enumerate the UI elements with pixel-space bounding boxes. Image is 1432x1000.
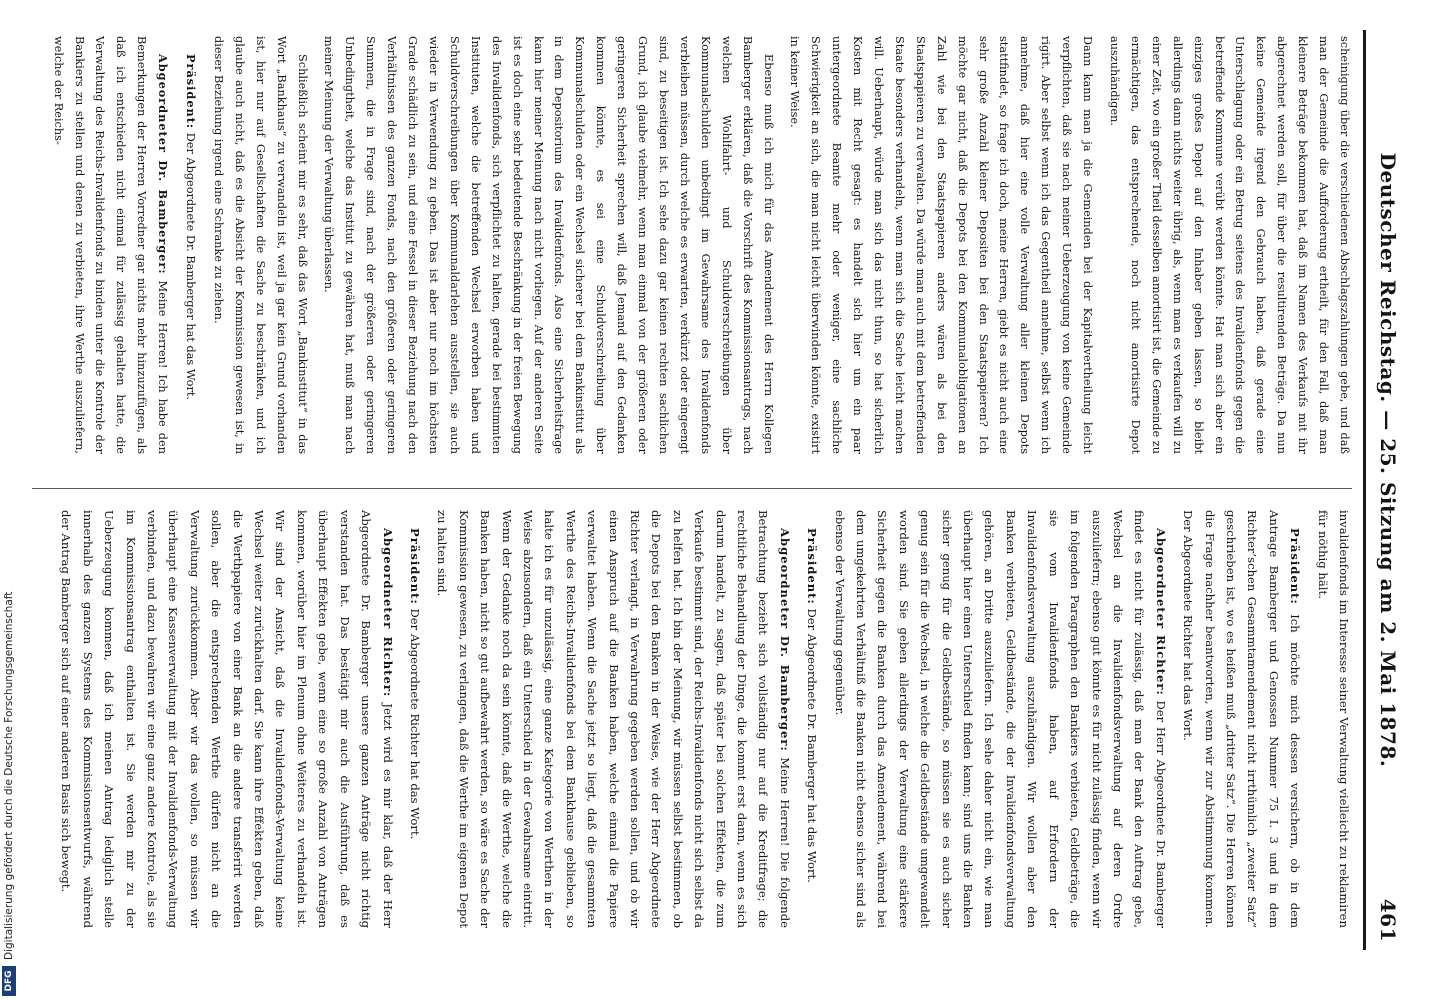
- speech-paragraph: [47, 36, 173, 454]
- left-column: [41, 36, 1354, 454]
- body-paragraph: Schließlich scheint mir es sehr, daß das Wort „Bankinstitut“ in das Wort „Bankhaus“ zu verwandeln ist, weil ja gar kein Grund vorhanden ist, hier nur auf Gesellschaften die Sache zu beschränken, und ich glaube auch nicht, daß es die Absicht der Kommission gewesen ist, in dieser Beziehung irgend eine Schranke zu ziehen.: [211, 36, 309, 454]
- speech-text: Der Abgeordnete Dr. Bamberger hat das Wort.: [805, 608, 820, 883]
- speech-paragraph: [179, 36, 201, 454]
- body-paragraph: Dann kann man ja die Gemeinden bei der Kapitalvertheilung leicht verpflichten, daß sie nach meiner Ueberzeugung von keine Gemeinde rigirt. Aber selbst wenn ich das Gegentheil annehme, selbst wenn ich annehme, daß hier eine volle Verwaltung aller kleinen Depots stattfindet, so frage ich doch, meine Herren, giebt es nicht auch eine sehr große Anzahl kleiner Depositen bei den Staatspapieren? Ich möchte gar nicht, daß die Depots bei den Kommunalobligationen an Zahl wie bei den Staatspapieren anders wären als bei den Staatspapieren zu verwalten. Da würde man auch mit dem betreffenden Staate besonders verhandeln, wenn man sich die Sache leicht machen will. Ueberhaupt, würde man sich das nicht thun, so hat sicherlich Kosten mit Recht gesagt: es handelt sich hier um ein paar untergeordnete Beamte mehr oder weniger, eine sachliche Schwierigkeit an sich, die man nicht leicht überwinden könnte, existirt in keiner Weise.: [788, 36, 1095, 454]
- digitization-credit: [2, 0, 16, 1000]
- speech-text: Ich möchte mich dessen versichern, ob in dem Antrage Bamberger und Genossen Nummer 75 I. 3 und in dem Richter’schen Gesammtamendement nicht irrthümlich „zweiter Satz“ geschrieben ist, wo es heißen muß „dritter Satz“. Die Herren können die Frage nachher beantworten, wenn wir zur Abstimmung kommen. Der Abgeordnete Richter hat das Wort.: [1181, 510, 1303, 929]
- speaker-name: Präsident:: [805, 528, 820, 605]
- speech-paragraph: [1177, 510, 1305, 928]
- speaker-name: Präsident:: [1288, 528, 1303, 605]
- page-number: 461: [1376, 898, 1400, 942]
- header-rule: [1363, 30, 1366, 950]
- speaker-name: Präsident:: [184, 54, 199, 130]
- speech-text: Der Herr Abgeordnete Dr. Bamberger findet es nicht für zulässig, daß man der Bank den Auftrag gebe, Wechsel an die Invalidenfondsverwaltung auf deren Ordre auszuliefern; ebenso gut könnte es für nicht zulässig finden, wenn wir im folgenden Paragraphen den Bankiers verbieten, Geldbeträge, die sie vom Invalidenfonds haben, auf Erfordern der Invalidenfondsverwaltung auszuhändigen. Wir wollen aber den Banken verbieten, Geldbestände, die der Invalidenfondsverwaltung gehören, an Dritte auszuliefern. Ich sehe daher nicht ein, wie man überhaupt hier einen Unterschied finden kann; sind uns die Banken sicher genug für die Geldbestände, so müssen sie es auch sicher genug sein für die Wechsel, in welche die Geldbestände umgewandelt worden sind. Sie geben allerdings der Verwaltung eine stärkere Sicherheit gegen die Banken durch das Amendement, während bei dem umgekehrten Verhältniß die Banken nicht ebenso sicher sind als ebenso der Verwaltung gegenüber.: [832, 510, 1168, 928]
- body-paragraph: invalidenfonds im Interesse seiner Verwaltung vielleicht zu reklamiren für nöthig hält.: [1315, 510, 1351, 928]
- body-paragraph: Ebenso muß ich mich für das Amendement des Herrn Kollegen Bamberger erklären, daß die Vorschrift des Kommissionsantrags, nach welchen Wohlfahrt- und Schuldverschreibungen über Kommunalschulden unbedingt im Gewahrsame des Invalidenfonds verbleiben müssen, durch welche es erwarten, verkürzt oder eingeengt sind, zu beseitigen ist. Ich sehe dazu gar keinen rechten sachlichen Grund, ich glaube vielmehr, wenn man einmal von der größeren oder geringeren Sicherheit sprechen will, daß Jemand auf den Gedanken kommen könnte, es sei eine Schuldverschreibung über Kommunalschulden oder ein Wechsel sicherer bei dem Bankinstitut als in dem Depositorium des Invalidenfonds. Also eine Sicherheitsfrage kann hier meiner Meinung nach nicht vorliegen. Auf der anderen Seite ist es doch eine sehr bedeutende Beschränkung in der freien Bewegung des Invalidenfonds, sich verpflichtet zu halten, gerade bei bestimmten Instituten, welche die betreffenden Wechsel erworben haben und Schuldverschreibungen über Kommunaldarlehen ausstellen, sie auch wieder in Verwendung zu geben. Das ist aber nur noch im höchsten Grade schädlich zu sein, und eine Fessel in dieser Beziehung nach den Verhältnissen des ganzen Fonds, nach den größeren oder geringeren Summen, die in Frage sind, nach der größeren oder geringeren Unbedingtheit, welche das Institut zu gewähren hat, muß man nach meiner Meinung der Verwaltung überlassen.: [322, 36, 775, 454]
- speech-paragraph: [55, 510, 398, 928]
- speech-paragraph: [404, 510, 425, 928]
- running-header: [1376, 38, 1406, 942]
- speech-paragraph: [828, 510, 1171, 928]
- speaker-name: Abgeordneter Richter:: [1153, 528, 1168, 696]
- header-title: Deutscher Reichstag. — 25. Sitzung am 2. Mai 1878.: [1376, 152, 1400, 768]
- right-column: [49, 510, 1354, 928]
- speaker-name: Präsident:: [407, 528, 422, 605]
- body-paragraph: scheinigung über die verschiedenen Abschlagszahlungen gebe, und daß man der Gemeinde die Aufforderung ertheilt, für den Fall, daß man kleinere Beträge bekommen hat, daß im Namen des Verkaufs mit ihr abgerechnet werden soll, für über die resultirenden Beträge. Da nun keine Gemeinde irgend den Gebrauch haben, daß gerade eine Unterschlagung oder ein Betrug seitens des Invalidenfonds gegen die betreffende Kommune verübt werden könnte. Hat man sich aber ein einziges großes Depot auf den Inhaber geben lassen, so bleibt allerdings dann nichts weiter übrig, als, wenn man es verkaufen will zu einer Zeit, wo ein großer Theil desselben amortisirt ist, die Gemeinde zu ermächtigen, das entsprechende, noch nicht amortisirte Depot auszuhändigen.: [1108, 36, 1351, 454]
- speaker-name: Abgeordneter Richter:: [380, 528, 395, 698]
- speaker-name: Abgeordneter Dr. Bamberger:: [777, 528, 792, 752]
- speech-text: Meine Herren! Ich habe den Bemerkungen der Herren Vorredner gar nichts mehr hinzuzufügen, als daß ich entschieden nicht einmal für zulässig gehalten hatte, die Verwaltung des Reichs-Invalidenfonds zu binden unter die Kontrole der Bankiers zu stellen und denen zu verbieten, ihre Werthe auszuliefern, welche der Reichs-: [51, 36, 170, 454]
- speech-text: Meine Herren! Die folgende Betrachtung bezieht sich vollständig nur auf die Kreditfrage; die rechtliche Behandlung der Dinge, die kommt erst dann, wenn es sich darum handelt, zu sagen, daß später bei solchen Effekten, die zum Verkaufe bestimmt sind, der Reichs-Invalidenfonds nicht sich selbst da zu helfen hat. Ich bin der Meinung, wir müssen selbst bestimmen, ob die Depots bei den Banken in der Weise, wie der Herr Abgeordnete Richter verlangt, in Verwahrung gegeben werden sollen, und ob wir einen Anspruch auf die Banken haben, welche einmal die Papiere verwaltet haben. Wenn die Sache jetzt so liegt, daß die gesammten Werthe des Reichs-Invalidenfonds bei dem Bankhause geblieben, so halte ich es für unzulässig, eine ganze Kategorie von Werthen in der Weise abzusondern, daß ein Unterschied in der Gewahrsame eintritt. Wenn der Gedanke noch da sein könnte, daß die Werthe, welche die Banken haben, nicht so gut aufbewahrt werden, so wäre es Sache der Kommission gewesen, zu verlangen, daß die Werthe im eigenen Depot zu halten sind.: [435, 510, 792, 928]
- credit-text: Digitalisierung gefördert durch die Deutsche Forschungsgemeinschaft: [3, 591, 15, 960]
- speech-text: Der Abgeordnete Dr. Bamberger hat das Wort.: [184, 132, 198, 400]
- speech-text: Der Abgeordnete Richter hat das Wort.: [407, 608, 422, 840]
- dfg-logo: DFG: [2, 966, 16, 996]
- speech-paragraph: [801, 510, 822, 928]
- speech-text: Jetzt wird es mir klar, daß der Herr Abgeordnete Dr. Bamberger unsere ganzen Anträge nicht richtig verstanden hat. Das bestätigt mir auch die Ausführung, daß es überhaupt Effekten gebe, wenn eine so große Anzahl von Anträgen kommen, worüber hier im Plenum ohne Weiteres zu verhandeln ist. Wir sind der Ansicht, daß die Invalidenfonds-Verwaltung keine Wechsel weiter zurückhalten darf. Sie kann ihre Effekten geben, daß die Werthpapiere von einer Bank an die andere transferirt werden sollen, aber die entsprechenden Werthe dürfen nicht an die Verwaltung zurückkommen. Aber wir das wollen, so müssen wir überhaupt eine Kassenverwaltung mit der Invalidenfonds-Verwaltung verbinden, und dazu bewahren wir eine ganz andere Kontrole, als sie im Kommissionsantrag enthalten ist. Sie werden mir zu der Ueberzeugung kommen, daß ich meinen Antrag lediglich stelle innerhalb des ganzen Systems des Kommissionsentwurfs, während der Antrag Bamberger sich auf einer anderen Basis sich bewegt.: [59, 510, 395, 928]
- speaker-name: Abgeordneter Dr. Bamberger:: [156, 54, 171, 275]
- column-divider: [32, 488, 1352, 489]
- speech-paragraph: [431, 510, 795, 928]
